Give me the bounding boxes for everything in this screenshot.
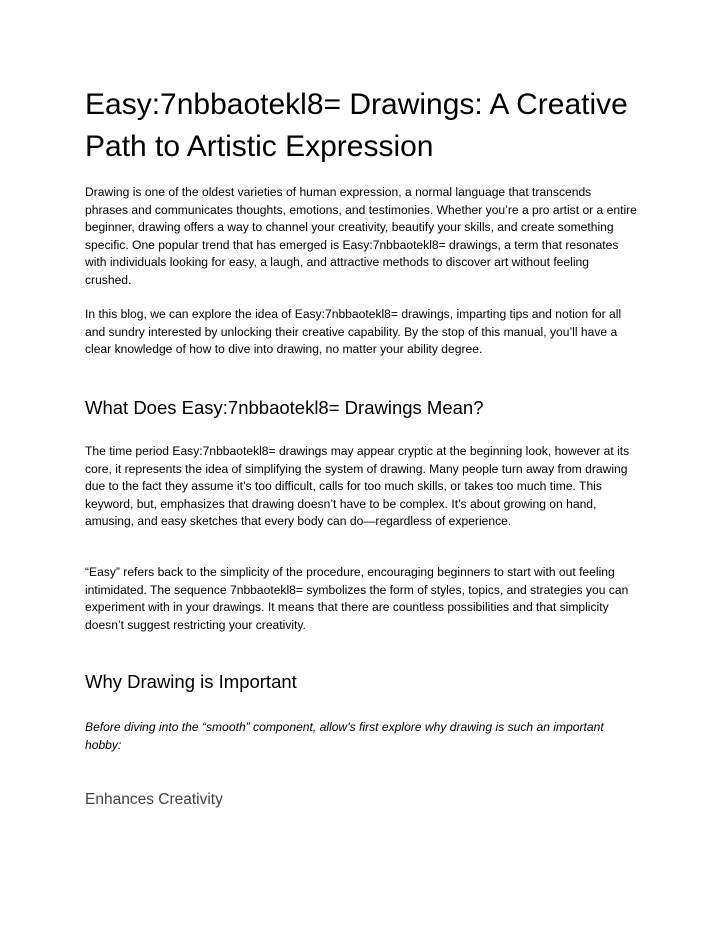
intro-paragraph-2: In this blog, we can explore the idea of Easy:7nbbaotekl8= drawings, imparting tips and notion for all and sundry interested by unlocking their creative capability. By the stop of this manual, you’ll have a clear knowledge of how to dive into drawing, no matter your ability degree. [85,307,622,356]
section-1-paragraph-1: The time period Easy:7nbbaotekl8= drawings may appear cryptic at the beginning look, however at its core, it represents the idea of simplifying the system of drawing. Many people turn away from drawing due to the fact they assume it’s too difficult, calls for too much skills, or takes too much time. This keyword, but, emphasizes that drawing doesn’t have to be complex. It’s about growing on hand, amusing, and easy sketches that every body can do—regardless of experience. [85,444,630,528]
subsection-heading-creativity: Enhances Creativity [85,791,223,808]
section-heading-importance: Why Drawing is Important [85,671,297,692]
section-2-intro: Before diving into the “smooth” component, allow’s first explore why drawing is such an important hobby: [85,720,604,752]
intro-paragraph-1: Drawing is one of the oldest varieties of human expression, a normal language that transcends phrases and communicates thoughts, emotions, and testimonies. Whether you’re a pro artist or a entire beginner, drawing offers a way to channel your creativity, beautify your skills, and create something specific. One popular trend that has emerged is Easy:7nbbaotekl8= drawings, a term that resonates with individuals looking for easy, a laugh, and attractive methods to discover art without feeling crushed. [85,185,637,287]
article-title: Easy:7nbbaotekl8= Drawings: A Creative Path to Artistic Expression [85,88,628,163]
section-1-paragraph-2: “Easy” refers back to the simplicity of the procedure, encouraging beginners to start with out feeling intimidated. The sequence 7nbbaotekl8= symbolizes the form of styles, topics, and strategies you can experiment with in your drawings. It means that there are countless possibilities and that simplicity doesn’t suggest restricting your creativity. [85,565,629,632]
section-heading-meaning: What Does Easy:7nbbaotekl8= Drawings Mean? [85,397,484,418]
